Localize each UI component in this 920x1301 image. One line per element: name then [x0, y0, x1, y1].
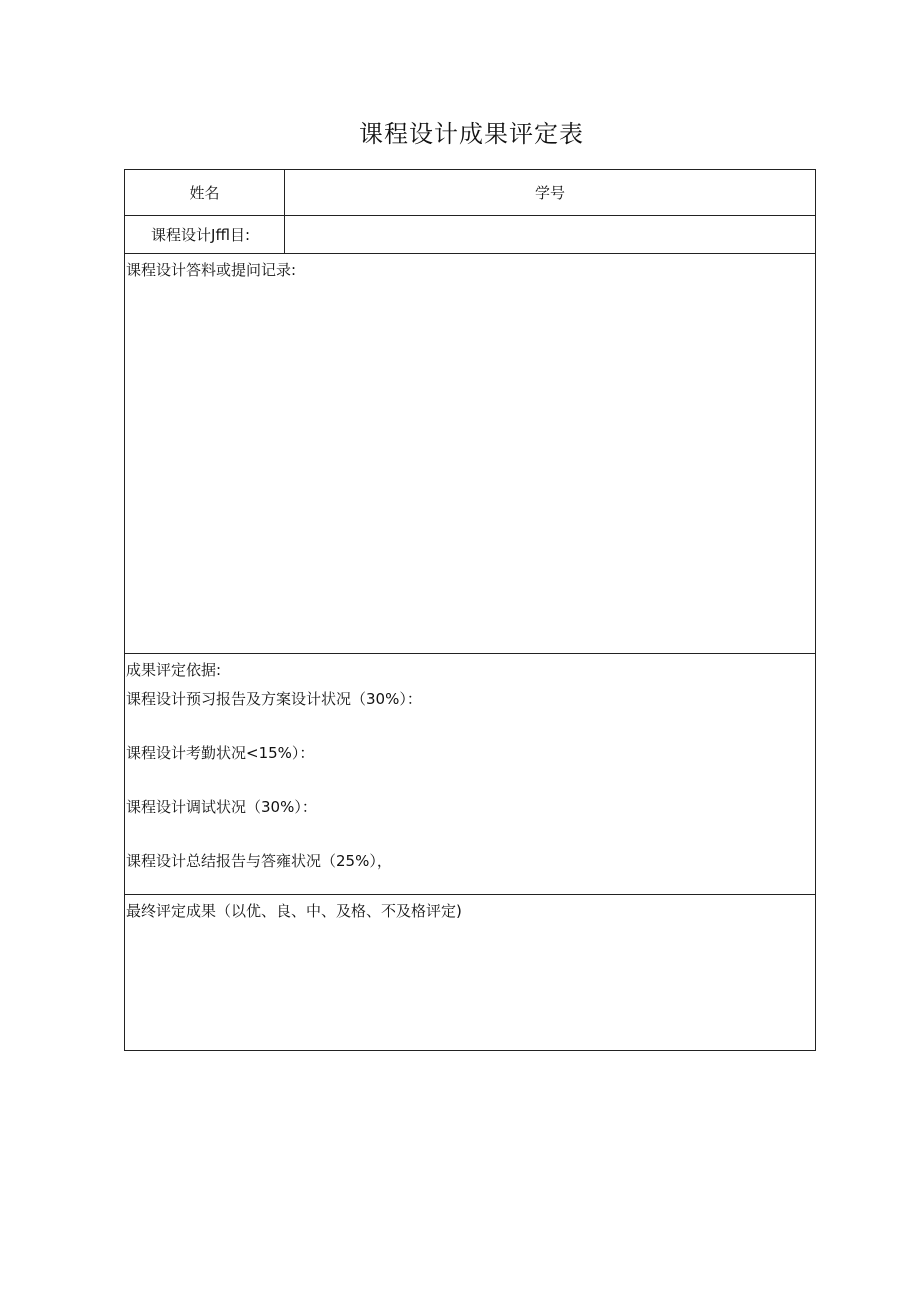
topic-row — [125, 216, 815, 254]
criteria-heading: 成果评定依据: — [126, 661, 222, 679]
page-title: 课程设计成果评定表 — [359, 120, 584, 148]
evaluation-form-table — [124, 169, 816, 1051]
name-label: 姓名 — [125, 170, 285, 215]
record-section[interactable] — [125, 254, 815, 654]
criteria-item-summary-report: 课程设计总结报告与答雍状况（25%）， — [126, 852, 392, 870]
student-id-label: 学号 — [534, 184, 565, 202]
topic-value-field[interactable] — [285, 216, 815, 253]
final-grade-section[interactable] — [125, 895, 815, 1050]
topic-label: 课程设计Jffl目: — [125, 216, 285, 253]
criteria-section — [125, 654, 815, 895]
final-grade-label: 最终评定成果（以优、良、中、及格、不及格评定) — [126, 902, 462, 920]
criteria-item-preview-report: 课程设计预习报告及方案设计状况（30%）： — [126, 690, 422, 708]
record-label: 课程设计答料或提问记录: — [126, 261, 297, 279]
name-row — [125, 170, 815, 216]
criteria-item-attendance: 课程设计考勤状况<15%）： — [126, 744, 315, 762]
criteria-item-debugging: 课程设计调试状况（30%）： — [126, 798, 317, 816]
